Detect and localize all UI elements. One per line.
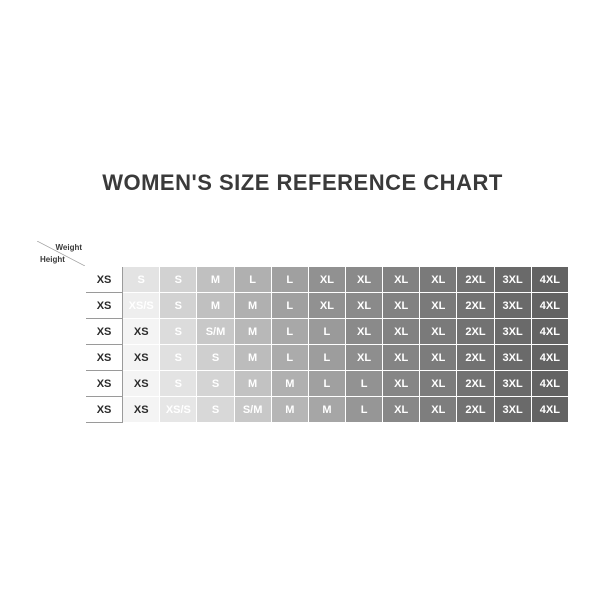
column-header-weight: 120kg — [531, 241, 568, 267]
size-cell: S — [160, 345, 197, 371]
size-cell: XL — [420, 345, 457, 371]
size-cell: 3XL — [494, 319, 531, 345]
weight-axis-label: Weight — [55, 243, 82, 252]
size-cell: 4XL — [531, 267, 568, 293]
size-cell: L — [308, 371, 345, 397]
size-cell: M — [197, 293, 234, 319]
size-cell: M — [271, 371, 308, 397]
size-cell: L — [271, 319, 308, 345]
size-cell: S/M — [234, 397, 271, 423]
size-cell: S — [160, 293, 197, 319]
size-cell: M — [234, 319, 271, 345]
size-cell: XS — [86, 293, 123, 319]
row-header-height: 1.75m — [37, 397, 86, 423]
size-cell: S — [160, 371, 197, 397]
size-cell: XL — [383, 267, 420, 293]
size-cell: S — [197, 397, 234, 423]
row-header-height: 1.65m — [37, 345, 86, 371]
size-cell: XS — [86, 371, 123, 397]
table-body — [37, 267, 569, 423]
size-cell: 3XL — [494, 397, 531, 423]
height-axis-label: Height — [40, 255, 65, 264]
size-cell: 3XL — [494, 293, 531, 319]
row-header-height: 1.60m — [37, 319, 86, 345]
table-header — [37, 241, 569, 267]
size-cell: 2XL — [457, 293, 494, 319]
size-cell: XS — [86, 267, 123, 293]
row-header-height: 1.70m — [37, 371, 86, 397]
size-cell: XS — [86, 319, 123, 345]
size-cell: 3XL — [494, 345, 531, 371]
row-header-height: 1.55m — [37, 293, 86, 319]
column-header-weight: 100kg — [457, 241, 494, 267]
size-cell: XS — [123, 371, 160, 397]
size-cell: M — [308, 397, 345, 423]
size-cell: 2XL — [457, 267, 494, 293]
size-reference-table-container — [36, 240, 569, 423]
table-row — [37, 319, 569, 345]
size-cell: XS/S — [160, 397, 197, 423]
column-header-weight: 65kg — [197, 241, 234, 267]
size-cell: 2XL — [457, 397, 494, 423]
size-cell: XL — [383, 293, 420, 319]
size-cell: XL — [345, 267, 382, 293]
size-cell: XL — [308, 267, 345, 293]
size-cell: S — [160, 319, 197, 345]
size-cell: 2XL — [457, 319, 494, 345]
size-cell: XS — [86, 397, 123, 423]
column-header-weight: 80kg — [308, 241, 345, 267]
size-cell: XL — [420, 293, 457, 319]
size-cell: 4XL — [531, 397, 568, 423]
size-cell: XL — [345, 293, 382, 319]
size-cell: L — [345, 397, 382, 423]
size-cell: XL — [383, 371, 420, 397]
table-row — [37, 345, 569, 371]
size-cell: 3XL — [494, 267, 531, 293]
size-cell: L — [308, 345, 345, 371]
size-cell: M — [234, 293, 271, 319]
size-cell: 3XL — [494, 371, 531, 397]
column-header-weight: 85kg — [345, 241, 382, 267]
table-row — [37, 293, 569, 319]
size-cell: L — [234, 267, 271, 293]
size-cell: 4XL — [531, 293, 568, 319]
size-cell: 2XL — [457, 371, 494, 397]
size-cell: XS — [123, 319, 160, 345]
size-cell: M — [234, 371, 271, 397]
size-cell: S — [123, 267, 160, 293]
size-cell: XL — [420, 267, 457, 293]
size-cell: XL — [345, 345, 382, 371]
column-header-weight: 60kg — [160, 241, 197, 267]
size-cell: M — [271, 397, 308, 423]
column-header-weight: 90kg — [383, 241, 420, 267]
size-cell: XS — [123, 397, 160, 423]
size-cell: L — [271, 293, 308, 319]
size-cell: 4XL — [531, 345, 568, 371]
size-cell: S/M — [197, 319, 234, 345]
column-header-weight: 75kg — [271, 241, 308, 267]
size-reference-table — [36, 240, 569, 423]
size-cell: L — [308, 319, 345, 345]
size-cell: XS — [123, 345, 160, 371]
size-cell: S — [160, 267, 197, 293]
size-cell: M — [234, 345, 271, 371]
size-cell: XL — [383, 319, 420, 345]
table-header-row — [37, 241, 569, 267]
size-cell: 4XL — [531, 371, 568, 397]
table-row — [37, 371, 569, 397]
size-cell: L — [345, 371, 382, 397]
size-cell: M — [197, 267, 234, 293]
size-cell: 2XL — [457, 345, 494, 371]
size-cell: 4XL — [531, 319, 568, 345]
size-cell: XL — [383, 345, 420, 371]
row-header-height: 1.50m — [37, 267, 86, 293]
size-cell: XL — [420, 371, 457, 397]
page-title: WOMEN'S SIZE REFERENCE CHART — [102, 170, 503, 195]
size-cell: XL — [383, 397, 420, 423]
size-cell: XL — [420, 319, 457, 345]
column-header-weight: 50kg — [86, 241, 123, 267]
size-cell: L — [271, 267, 308, 293]
table-row — [37, 267, 569, 293]
table-row — [37, 397, 569, 423]
size-cell: XL — [420, 397, 457, 423]
size-cell: S — [197, 345, 234, 371]
column-header-weight: 55kg — [123, 241, 160, 267]
size-cell: XL — [345, 319, 382, 345]
size-cell: S — [197, 371, 234, 397]
column-header-weight: 95kg — [420, 241, 457, 267]
size-cell: XL — [308, 293, 345, 319]
column-header-weight: 110kg — [494, 241, 531, 267]
size-cell: L — [271, 345, 308, 371]
corner-axis-cell — [37, 241, 86, 267]
size-cell: XS — [86, 345, 123, 371]
size-cell: XS/S — [123, 293, 160, 319]
column-header-weight: 70kg — [234, 241, 271, 267]
